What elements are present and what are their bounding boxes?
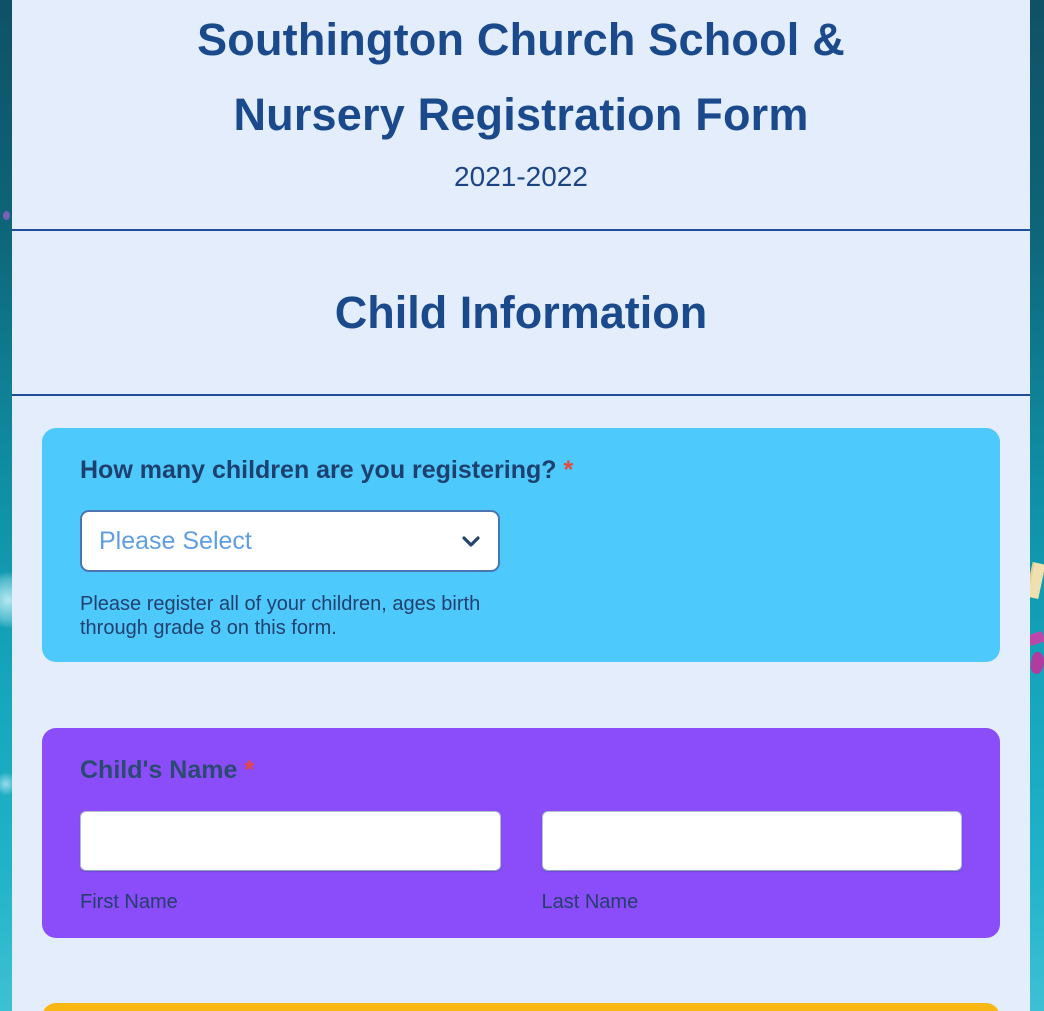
last-name-sublabel: Last Name (541, 891, 639, 913)
children-count-label (80, 456, 962, 485)
form-title-line-2: Nursery Registration Form (233, 89, 809, 140)
last-name-group (542, 811, 963, 914)
form-header (12, 0, 1030, 231)
chevron-down-icon (459, 529, 483, 553)
first-name-input[interactable] (80, 811, 501, 871)
form-subtitle: 2021-2022 (454, 161, 588, 192)
children-count-select[interactable] (80, 510, 500, 572)
next-section-card-peek (42, 1003, 1000, 1011)
background-confetti (1029, 651, 1044, 675)
section-header (12, 231, 1030, 396)
form-title (12, 2, 1030, 152)
form-body (12, 396, 1030, 1011)
first-name-sublabel: First Name (80, 891, 178, 913)
child-name-label (80, 756, 962, 785)
children-count-select-value: Please Select (99, 526, 252, 555)
children-count-help-text: Please register all of your children, ages birth through grade 8 on this form. (80, 593, 481, 639)
background-confetti (3, 211, 10, 220)
child-name-card (42, 728, 1000, 938)
form-title-line-1: Southington Church School & (197, 14, 845, 65)
first-name-group (80, 811, 501, 914)
registration-form (12, 0, 1030, 1011)
last-name-input[interactable] (542, 811, 963, 871)
children-count-label-text: How many children are you registering? (80, 456, 557, 484)
child-name-label-text: Child's Name (80, 756, 238, 784)
required-asterisk: * (244, 756, 255, 784)
children-count-card (42, 428, 1000, 662)
child-name-inputs-row (80, 811, 962, 914)
section-heading: Child Information (334, 286, 708, 338)
required-asterisk: * (563, 456, 574, 484)
